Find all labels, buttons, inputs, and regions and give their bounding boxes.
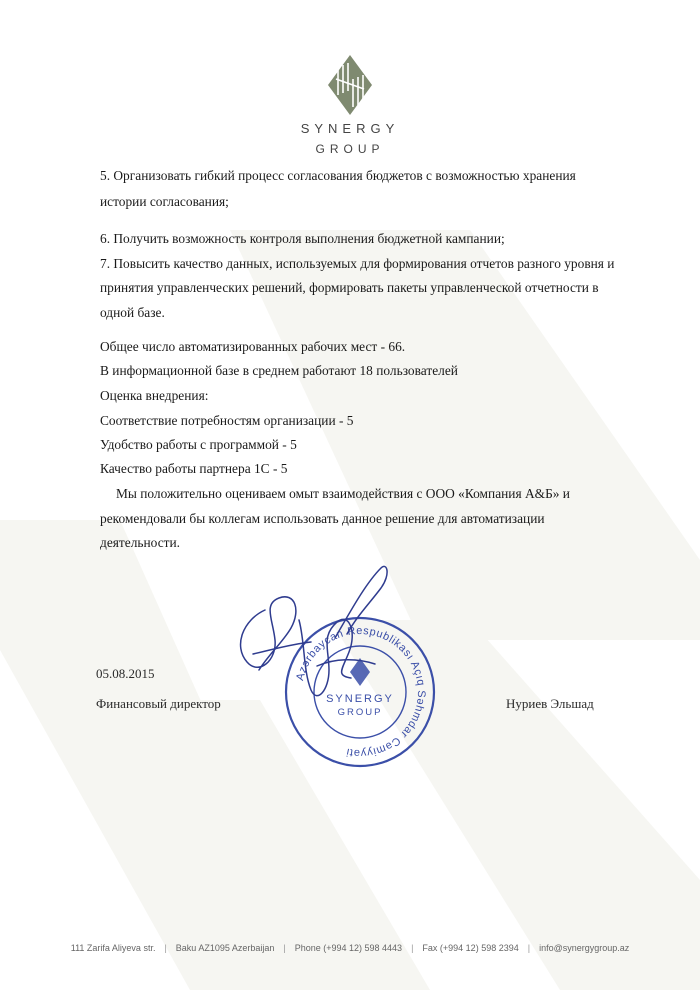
- handwritten-signature: [225, 558, 395, 708]
- body-line: 5. Организовать гибкий процесс согласования бюджетов с возможностью хранения: [100, 168, 576, 183]
- brand-name: SYNERGY: [300, 121, 400, 136]
- footer-separator: |: [164, 943, 167, 953]
- body-line: Соответствие потребностям организации - 5: [100, 413, 354, 428]
- brand-subtitle: GROUP: [315, 142, 385, 156]
- body-line: Мы положительно оцениваем омыт взаимодействия с ООО «Компания А&Б» и: [116, 486, 570, 501]
- body-line: Общее число автоматизированных рабочих мест - 66.: [100, 339, 406, 354]
- body-line: 6. Получить возможность контроля выполнения бюджетной кампании;: [100, 231, 505, 246]
- footer-email[interactable]: info@synergygroup.az: [539, 943, 630, 953]
- document-date: 05.08.2015: [96, 666, 155, 681]
- body-line: деятельности.: [100, 535, 181, 550]
- footer-address: 111 Zarifa Aliyeva str.: [70, 943, 156, 953]
- footer-separator: |: [411, 943, 414, 953]
- footer-fax: Fax (+994 12) 598 2394: [422, 943, 519, 953]
- synergy-logo-icon: [328, 55, 372, 115]
- body-line: истории согласования;: [100, 194, 229, 209]
- body-line: рекомендовали бы коллегам использовать данное решение для автоматизации: [100, 511, 545, 526]
- stamp-brand-subtitle: GROUP: [337, 707, 383, 718]
- stamp-brand-name: SYNERGY: [326, 693, 394, 705]
- signer-name: Нуриев Эльшад: [506, 696, 594, 711]
- body-line: принятия управленческих решений, формировать пакеты управленческой отчетности в: [100, 280, 599, 295]
- footer-separator: |: [527, 943, 531, 953]
- body-line: В информационной базе в среднем работают 18 пользователей: [100, 363, 458, 378]
- body-line: 7. Повысить качество данных, используемых для формирования отчетов разного уровня и: [100, 256, 615, 271]
- footer-phone: Phone (+994 12) 598 4443: [294, 943, 403, 953]
- footer-separator: |: [283, 943, 286, 953]
- body-line: Оценка внедрения:: [100, 388, 209, 403]
- signer-position: Финансовый директор: [96, 696, 221, 711]
- body-line: Удобство работы с программой - 5: [100, 437, 297, 452]
- footer-contacts: [0, 943, 700, 953]
- footer-city: Baku AZ1095 Azerbaijan: [175, 943, 275, 953]
- body-line: одной базе.: [100, 305, 165, 320]
- stamp-ring-text: Azərbaycan Respublikası Açıq Səhmdar Cəmiyyəti: [294, 624, 428, 760]
- body-line: Качество работы партнера 1С - 5: [100, 461, 288, 476]
